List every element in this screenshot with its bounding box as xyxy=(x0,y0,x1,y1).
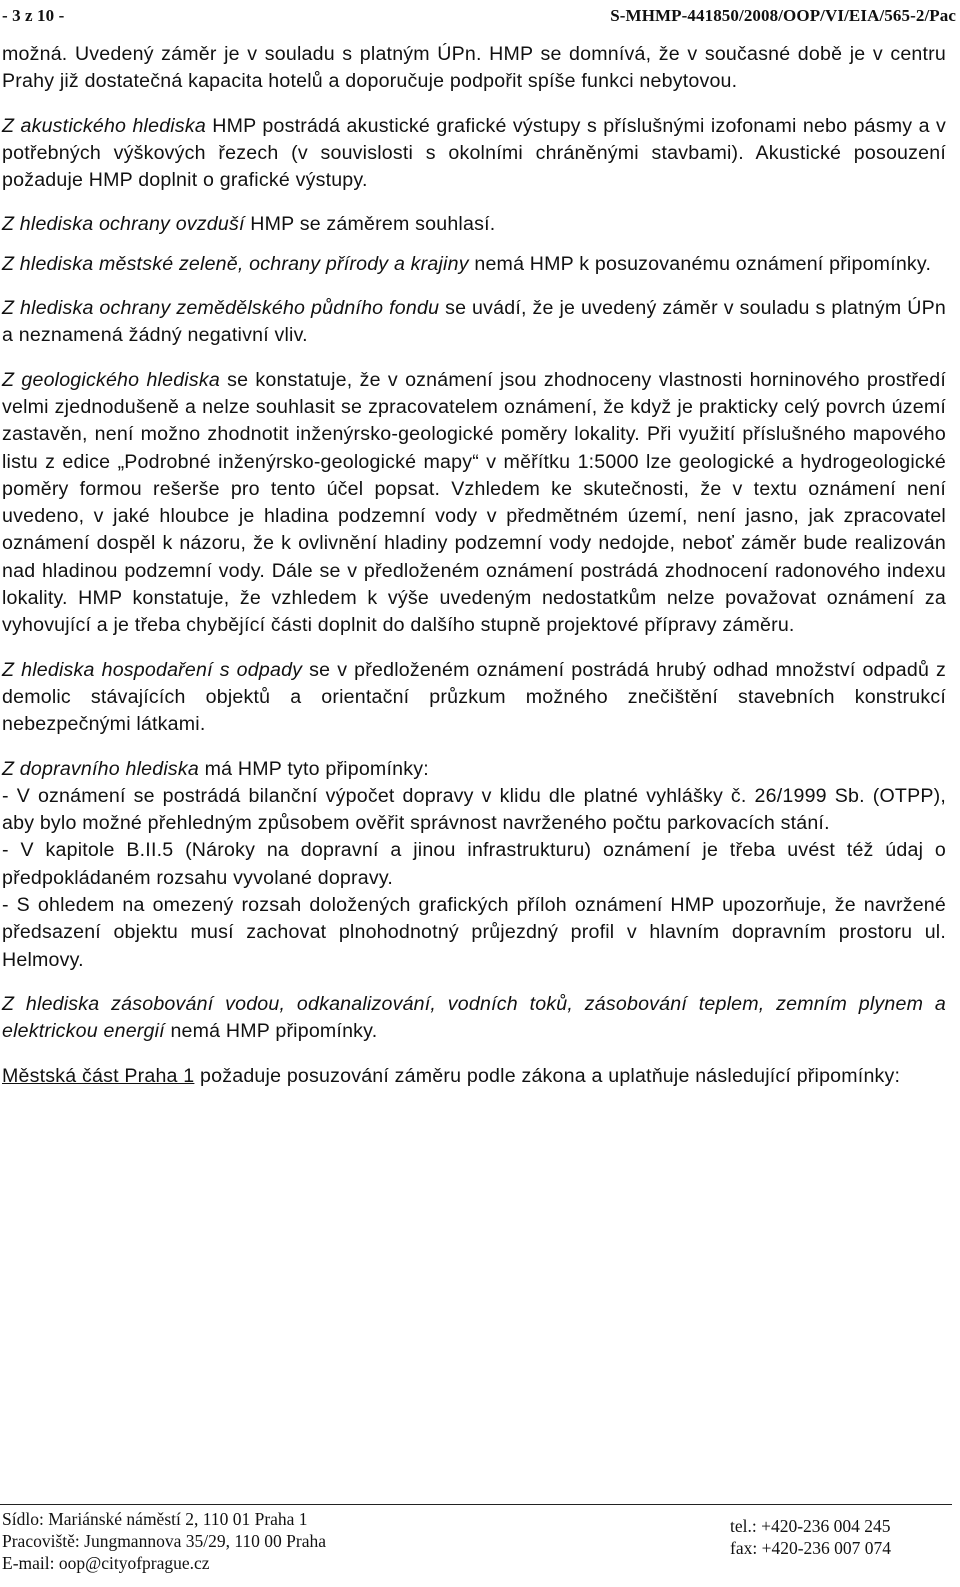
paragraph-district xyxy=(2,1063,946,1090)
paragraph-greenery xyxy=(2,251,946,278)
paragraph-text: se v předloženém oznámení postrádá hrubý odhad množství odpadů z demolic stávajících objektů a orientační průzkum možného znečištění stavebních konstrukcí nebezpečnými látkami. xyxy=(2,658,947,736)
paragraph-lead: Z akustického hlediska xyxy=(2,114,206,137)
paragraph-lead: Z hlediska ochrany zemědělského půdního fondu xyxy=(2,297,440,320)
paragraph-lead: Z hlediska ochrany ovzduší xyxy=(2,213,245,236)
paragraph-lead: Z hlediska zásobování vodou, odkanalizování, vodních toků, zásobování teplem, zemním plynem a elektrickou energií xyxy=(2,992,946,1043)
paragraph-acoustics xyxy=(2,113,946,195)
footer-tel: tel.: +420-236 004 245 xyxy=(730,1516,891,1536)
paragraph-utilities xyxy=(2,991,946,1046)
transport-intro xyxy=(2,756,946,783)
paragraph-agricultural-land xyxy=(2,295,946,350)
paragraph-text: se konstatuje, že v oznámení jsou zhodnoceny vlastnosti horninového prostředí velmi zjednodušeně a nelze souhlasit se zpracovatelem oznámení, že když je prakticky celý povrch území zastavěn, není možno zhodnotit inženýrsko-geologické poměry lokality. Při využití příslušného mapového listu z edice „Podrobné inženýrsko-geologické mapy“ v měřítku 1:5000 lze geologické a hydrogeologické poměry formou rešerše pro tento účel popsat. Vzhledem ke skutečnosti, že v textu oznámení není uvedeno, v jaké hloubce je hladina podzemní vody v předmětném území, není jasno, jak zpracovatel oznámení dospěl k názoru, že k ovlivnění hladiny podzemní vody nedojde, neboť záměr bude realizován nad hladinou podzemní vody. Dále se v předloženém oznámení postrádá zhodnocení radonového indexu lokality. HMP konstatuje, že vzhledem k výše uvedeným nedostatkům nelze považovat oznámení za vyhovující a je třeba chybějící části doplnit do dalšího stupně projektové přípravy záměru. xyxy=(2,368,946,637)
paragraph-text: nemá HMP k posuzovanému oznámení připomínky. xyxy=(468,252,932,275)
paragraph-lead: Z geologického hlediska xyxy=(2,368,220,391)
paragraph-text: má HMP tyto připomínky: xyxy=(199,757,429,780)
footer-divider xyxy=(0,1504,952,1505)
footer-phones xyxy=(730,1515,891,1559)
paragraph-text: HMP se záměrem souhlasí. xyxy=(244,213,496,236)
paragraph-text: nemá HMP připomínky. xyxy=(164,1020,378,1043)
paragraph-lead: Městská část Praha 1 xyxy=(2,1064,195,1087)
transport-item: - V oznámení se postrádá bilanční výpočet dopravy v klidu dle platné vyhlášky č. 26/1999 Sb. (OTPP), aby bylo možné přehledným způsobem ověřit správnost navrženého počtu parkovacích stání. xyxy=(2,784,946,835)
paragraph-text: HMP postrádá akustické grafické výstupy s příslušnými izofonami nebo pásmy a v potřebných výškových řezech (v souvislosti s okolními chráněnými stavbami). Akustické posouzení požaduje HMP doplnit o grafické výstupy. xyxy=(2,114,946,192)
reference-number: S-MHMP-441850/2008/OOP/VI/EIA/565-2/Pac xyxy=(610,6,956,25)
paragraph-lead: Z hlediska městské zeleně, ochrany přírody a krajiny xyxy=(2,252,469,275)
footer-office: Pracoviště: Jungmannova 35/29, 110 00 Praha xyxy=(2,1531,327,1551)
paragraph-lead: Z hlediska hospodaření s odpady xyxy=(2,658,303,681)
paragraph-text: se uvádí, že je uvedený záměr v souladu s platným ÚPn a neznamená žádný negativní vliv. xyxy=(2,297,946,347)
footer-email: E-mail: oop@cityofprague.cz xyxy=(2,1553,210,1573)
paragraph-waste xyxy=(2,657,946,739)
paragraph-geology xyxy=(2,367,946,640)
document-body xyxy=(2,41,946,1107)
footer-address: Sídlo: Mariánské náměstí 2, 110 01 Praha 1 xyxy=(2,1509,308,1529)
paragraph-lead: Z dopravního hlediska xyxy=(2,757,199,780)
transport-item: - S ohledem na omezený rozsah doložených grafických příloh oznámení HMP upozorňuje, že navržené předsazení objektu musí zachovat plnohodnotný průjezdný profil v hlavním dopravním prostoru ul. Helmovy. xyxy=(2,894,946,971)
paragraph-text: požaduje posuzování záměru podle zákona a uplatňuje následující připomínky: xyxy=(194,1064,901,1087)
paragraph-transport xyxy=(2,756,946,974)
paragraph-hotels: možná. Uvedený záměr je v souladu s platným ÚPn. HMP se domnívá, že v současné době je v centru Prahy již dostatečná kapacita hotelů a doporučuje podpořit spíše funkci nebytovou. xyxy=(2,43,946,93)
footer-contact xyxy=(2,1508,326,1574)
page-number: - 3 z 10 - xyxy=(2,6,65,25)
paragraph-air xyxy=(2,211,946,238)
footer-fax: fax: +420-236 007 074 xyxy=(730,1538,892,1558)
transport-item: - V kapitole B.II.5 (Nároky na dopravní a jinou infrastrukturu) oznámení je třeba uvést též údaj o předpokládaném rozsahu vyvolané dopravy. xyxy=(2,839,946,889)
